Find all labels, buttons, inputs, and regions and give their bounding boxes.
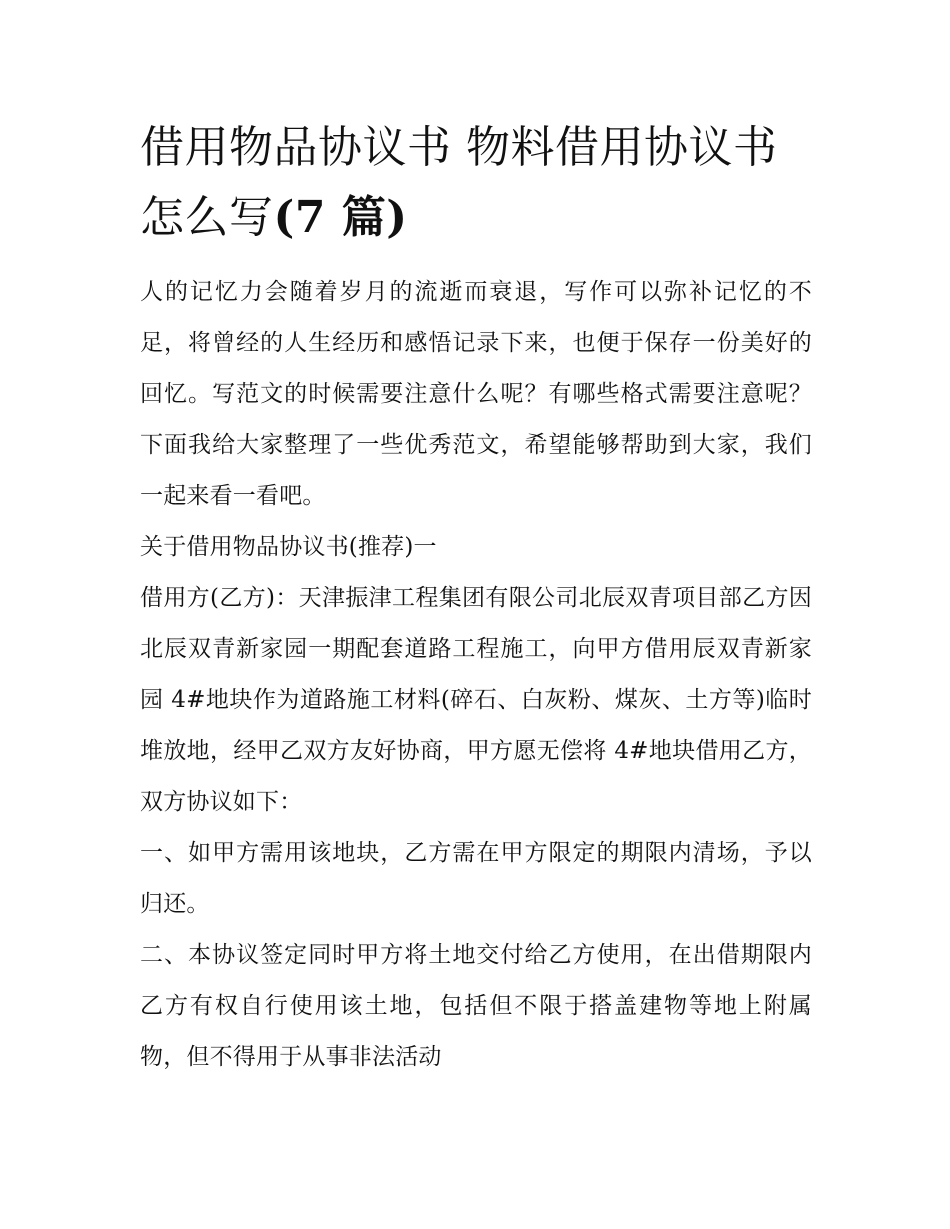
section-heading: 关于借用物品协议书(推荐)一 (140, 534, 437, 560)
borrower-paragraph: 借用方(乙方)：天津振津工程集团有限公司北辰双青项目部乙方因北辰双青新家园一期配套道路工程施工，向甲方借用辰双青新家园 4#地块作为道路施工材料(碎石、白灰粉、煤灰、土方等)临时堆放地，经甲乙双方友好协商，甲方愿无偿将 4#地块借用乙方，双方协议如下： (140, 585, 812, 815)
document-title-text: 借用物品协议书 物料借用协议书怎么写 (140, 122, 778, 243)
clause-two-paragraph: 二、本协议签定同时甲方将土地交付给乙方使用，在出借期限内乙方有权自行使用该土地，包括但不限于搭盖建物等地上附属物，但不得用于从事非法活动 (140, 942, 812, 1070)
intro-paragraph: 人的记忆力会随着岁月的流逝而衰退，写作可以弥补记忆的不足，将曾经的人生经历和感悟记录下来，也便于保存一份美好的回忆。写范文的时候需要注意什么呢？有哪些格式需要注意呢？下面我给大家整理了一些优秀范文，希望能够帮助到大家，我们一起来看一看吧。 (140, 279, 812, 509)
document-title (140, 113, 812, 253)
document-title-count: (7 篇) (273, 192, 408, 243)
document-body (140, 113, 812, 1083)
clause-one-paragraph: 一、如甲方需用该地块，乙方需在甲方限定的期限内清场，予以归还。 (140, 840, 812, 917)
